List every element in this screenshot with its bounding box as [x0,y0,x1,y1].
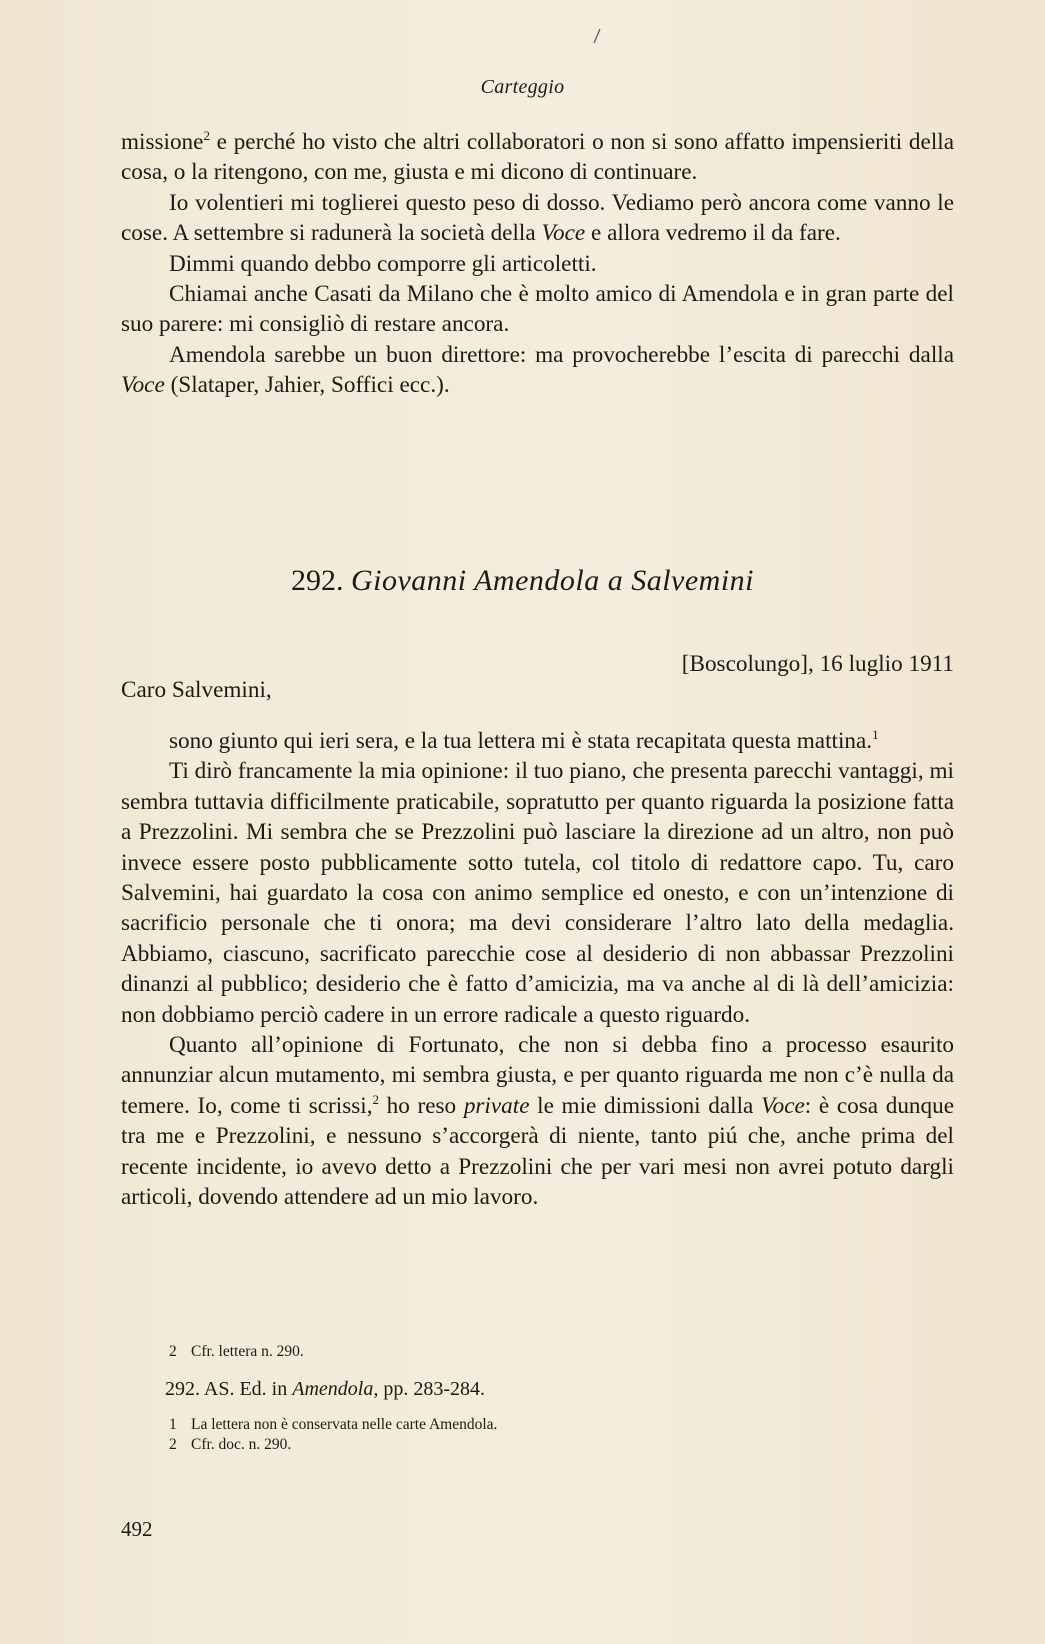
paragraph: missione$^2$ e perché ho visto che altri collaboratori o non si sono affatto impensieriti della cosa, o la ritengono, con me, giusta e mi dicono di continuare. [121,128,954,186]
letter-number: 292. [290,564,344,597]
paragraph: sono giunto qui ieri sera, e la tua lettera mi è stata recapitata questa mattina.$^1$ [169,727,879,754]
letter-292-body [121,726,954,1213]
running-head: Carteggio [480,76,565,98]
paragraph: Io volentieri mi toglierei questo peso di dosso. Vediamo però ancora come vanno le cose. A settembre si radunerà la società della Voce e allora vedremo il da fare. [121,189,954,247]
letter-salutation: Caro Salvemini, [121,677,272,703]
footnote-ref: 1 [872,727,879,742]
footnote: 2 Cfr. lettera n. 290. [169,1343,304,1360]
letter-291-tail [121,127,954,401]
paragraph: Chiamai anche Casati da Milano che è molto amico di Amendola e in gran parte del suo parere: mi consigliò di restare ancora. [121,281,954,338]
footnote-ref: 2 [372,1091,379,1107]
pencil-mark [592,28,602,44]
letter-heading [0,564,1045,598]
paragraph: Dimmi quando debbo comporre gli articoletti. [169,250,597,277]
paragraph: Amendola sarebbe un buon direttore: ma provocherebbe l’escita di parecchi dalla Voce (Slataper, Jahier, Soffici ecc.). [121,341,954,399]
page-number: 492 [121,1517,153,1541]
letter-dateline: [Boscolungo], 16 luglio 1911 [681,651,954,677]
paragraph: Quanto all’opinione di Fortunato, che non si debba fino a processo esaurito annunziar alcun mutamento, mi sembra giusta, e per quanto riguarda me non c’è nulla da temere. Io, come ti scrissi,$^2$ ho reso private le mie dimissioni dalla Voce: è cosa dunque tra me e Prezzolini, e nessuno s’accorgerà di niente, tanto piú che, anche prima del recente incidente, io avevo detto a Prezzolini che per vari mesi non avrei potuto dargli articoli, dovendo attendere ad un mio lavoro. [121,1032,954,1211]
footnote-ref: 2 [203,128,210,143]
source-note: 292. AS. Ed. in Amendola, pp. 283-284. [165,1378,486,1400]
footnote: 2 Cfr. doc. n. 290. [169,1436,292,1453]
letter-title: Giovanni Amendola a Salvemini [350,564,755,597]
footnote: 1 La lettera non è conservata nelle carte Amendola. [169,1416,498,1433]
paragraph: Ti dirò francamente la mia opinione: il tuo piano, che presenta parecchi vantaggi, mi sembra tuttavia difficilmente praticabile, sopratutto per quanto riguarda la posizione fatta a Prezzolini. Mi sembra che se Prezzolini può lasciare la direzione ad un altro, non può invece essere posto pubblicamente sotto tutela, col titolo di redattore capo. Tu, caro Salvemini, hai guardato la cosa con animo semplice ed onesto, e con un’intenzione di sacrificio personale che ti onora; ma devi considerare l’altro lato della medaglia. Abbiamo, ciascuno, sacrificato parecchie cose al desiderio di non abbassar Prezzolini dinanzi al pubblico; desiderio che è fatto d’amicizia, ma va anche al di là dell’amicizia: non dobbiamo perciò cadere in un errore radicale a questo riguardo. [121,758,954,1028]
